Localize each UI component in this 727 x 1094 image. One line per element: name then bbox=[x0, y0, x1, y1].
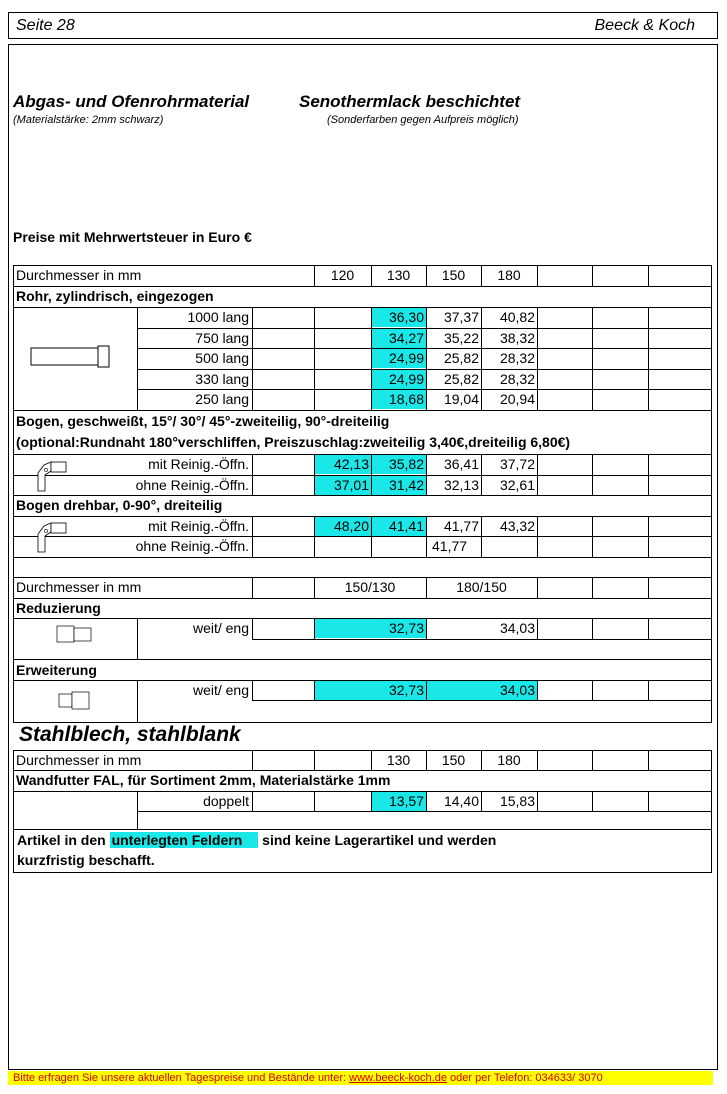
diameter-180: 180 bbox=[497, 752, 521, 768]
rule bbox=[648, 791, 649, 811]
rule bbox=[314, 791, 315, 811]
diameter-150-130: 150/130 bbox=[344, 579, 396, 595]
rule bbox=[592, 577, 593, 598]
price-cell: 34,03 bbox=[427, 681, 537, 700]
rule bbox=[537, 454, 538, 495]
price-cell: 28,32 bbox=[499, 350, 535, 366]
price-note: Preise mit Mehrwertsteuer in Euro € bbox=[13, 229, 252, 245]
rule bbox=[592, 791, 593, 811]
rule bbox=[13, 791, 712, 792]
section-heading-bogen: Bogen, geschweißt, 15°/ 30°/ 45°-zweiteilig, 90°-dreiteilig bbox=[16, 413, 390, 429]
notice-line-1 bbox=[17, 831, 496, 850]
footer-bar bbox=[8, 1071, 713, 1085]
price-cell: 19,04 bbox=[443, 391, 479, 407]
price-cell: 32,13 bbox=[443, 477, 479, 493]
rule bbox=[648, 454, 649, 495]
notice-highlight: unterlegten Feldern bbox=[110, 832, 259, 848]
row-label: weit/ eng bbox=[192, 682, 249, 698]
row-label: mit Reinig.-Öffn. bbox=[148, 456, 249, 472]
diameter-label-2: Durchmesser in mm bbox=[16, 579, 142, 595]
diameter-150: 150 bbox=[441, 267, 466, 283]
rule bbox=[648, 265, 649, 286]
price-cell: 42,13 bbox=[315, 455, 371, 474]
rule bbox=[13, 557, 712, 558]
company-name: Beeck & Koch bbox=[594, 17, 695, 34]
rule bbox=[648, 516, 649, 557]
section-heading-rohr: Rohr, zylindrisch, eingezogen bbox=[16, 288, 214, 304]
diameter-130: 130 bbox=[386, 267, 411, 283]
rule bbox=[252, 750, 253, 770]
price-cell: 41,77 bbox=[432, 538, 468, 554]
price-cell: 36,41 bbox=[443, 456, 479, 472]
price-cell: 24,99 bbox=[372, 370, 426, 389]
rule bbox=[252, 454, 253, 495]
rule bbox=[252, 516, 253, 557]
rule bbox=[537, 265, 538, 286]
price-cell: 31,42 bbox=[372, 476, 426, 495]
rule bbox=[648, 680, 649, 701]
rule bbox=[592, 680, 593, 701]
price-cell: 41,41 bbox=[372, 517, 426, 536]
rule bbox=[13, 829, 712, 830]
rule bbox=[648, 577, 649, 598]
rule bbox=[252, 680, 253, 701]
price-cell: 18,68 bbox=[372, 390, 426, 409]
rule bbox=[537, 307, 538, 410]
rule bbox=[252, 791, 253, 811]
price-cell: 13,57 bbox=[372, 792, 426, 811]
diameter-130: 130 bbox=[386, 752, 411, 768]
row-label: 750 lang bbox=[195, 330, 249, 346]
price-cell: 25,82 bbox=[443, 371, 479, 387]
rule bbox=[592, 454, 593, 495]
diameter-180: 180 bbox=[497, 267, 521, 283]
row-label: 1000 lang bbox=[187, 309, 249, 325]
rule bbox=[252, 577, 253, 598]
price-cell: 48,20 bbox=[315, 517, 371, 536]
price-cell: 20,94 bbox=[499, 391, 535, 407]
rule bbox=[648, 750, 649, 770]
rule bbox=[13, 872, 712, 873]
rule bbox=[592, 750, 593, 770]
price-cell: 34,03 bbox=[499, 620, 535, 636]
row-label: 500 lang bbox=[195, 350, 249, 366]
page-number: Seite 28 bbox=[16, 17, 75, 34]
diameter-label: Durchmesser in mm bbox=[16, 267, 142, 283]
color-note: (Sonderfarben gegen Aufpreis möglich) bbox=[327, 114, 519, 126]
diameter-label-3: Durchmesser in mm bbox=[16, 752, 142, 768]
price-cell: 14,40 bbox=[443, 793, 479, 809]
rule bbox=[537, 577, 538, 598]
rule bbox=[592, 618, 593, 639]
rule bbox=[252, 307, 253, 410]
rule bbox=[592, 265, 593, 286]
footer-text: Bitte erfragen Sie unsere aktuellen Tagespreise und Bestände unter: bbox=[13, 1072, 350, 1084]
rule bbox=[592, 307, 593, 410]
rule bbox=[648, 307, 649, 410]
rule bbox=[137, 811, 712, 812]
price-cell: 25,82 bbox=[443, 350, 479, 366]
price-cell: 32,73 bbox=[315, 681, 426, 700]
rule bbox=[537, 516, 538, 557]
rule bbox=[13, 307, 712, 308]
section-heading-bogen-drehbar: Bogen drehbar, 0-90°, dreiteilig bbox=[16, 497, 223, 513]
notice-text: sind keine Lagerartikel und werden bbox=[262, 832, 497, 848]
row-label: ohne Reinig.-Öffn. bbox=[135, 538, 249, 554]
website-link[interactable]: www.beeck-koch.de bbox=[349, 1072, 447, 1084]
rule bbox=[537, 750, 538, 770]
notice-text: Artikel in den bbox=[17, 832, 106, 848]
rule bbox=[648, 618, 649, 639]
section-title-stahlblech: Stahlblech, stahlblank bbox=[19, 723, 241, 746]
price-cell: 40,82 bbox=[499, 309, 535, 325]
rule bbox=[537, 618, 538, 639]
rule bbox=[13, 659, 712, 660]
rule bbox=[592, 516, 593, 557]
price-cell: 36,30 bbox=[372, 308, 426, 327]
page-header bbox=[8, 12, 718, 39]
expander-icon bbox=[58, 691, 92, 711]
diameter-150: 150 bbox=[441, 752, 466, 768]
price-cell: 43,32 bbox=[499, 518, 535, 534]
price-cell: 37,01 bbox=[315, 476, 371, 495]
notice-line-2: kurzfristig beschafft. bbox=[17, 852, 155, 868]
price-cell: 32,61 bbox=[499, 477, 535, 493]
row-label: mit Reinig.-Öffn. bbox=[148, 518, 249, 534]
row-label: 330 lang bbox=[195, 371, 249, 387]
price-cell: 35,82 bbox=[372, 455, 426, 474]
title-main-1: Abgas- und Ofenrohrmaterial bbox=[13, 92, 250, 111]
price-cell: 35,22 bbox=[443, 330, 479, 346]
rule bbox=[13, 410, 712, 411]
price-cell: 41,77 bbox=[443, 518, 479, 534]
section-heading-wandfutter: Wandfutter FAL, für Sortiment 2mm, Materialstärke 1mm bbox=[16, 772, 391, 788]
price-cell: 37,72 bbox=[499, 456, 535, 472]
rule bbox=[537, 680, 538, 701]
section-heading-reduzierung: Reduzierung bbox=[16, 600, 101, 616]
diameter-120: 120 bbox=[330, 267, 355, 283]
footer-text: oder per Telefon: 034633/ 3070 bbox=[446, 1072, 603, 1084]
section-note-bogen: (optional:Rundnaht 180°verschliffen, Preiszuschlag:zweiteilig 3,40€,dreiteilig 6,80€) bbox=[16, 434, 571, 450]
rule bbox=[13, 598, 712, 599]
title-main-2: Senothermlack beschichtet bbox=[299, 92, 521, 111]
section-heading-erweiterung: Erweiterung bbox=[16, 662, 97, 678]
row-label: 250 lang bbox=[195, 391, 249, 407]
price-cell: 24,99 bbox=[372, 349, 426, 368]
row-label: weit/ eng bbox=[192, 620, 249, 636]
material-note: (Materialstärke: 2mm schwarz) bbox=[13, 114, 164, 126]
pipe-icon bbox=[30, 345, 112, 369]
row-label: ohne Reinig.-Öffn. bbox=[135, 477, 249, 493]
row-label: doppelt bbox=[203, 793, 249, 809]
price-cell: 28,32 bbox=[499, 371, 535, 387]
rule bbox=[252, 618, 253, 639]
reducer-icon bbox=[56, 625, 94, 643]
price-cell: 34,27 bbox=[372, 329, 426, 348]
rule bbox=[252, 700, 712, 701]
price-cell: 32,73 bbox=[315, 619, 426, 638]
page-title bbox=[13, 92, 521, 112]
price-cell: 15,83 bbox=[499, 793, 535, 809]
price-cell: 37,37 bbox=[443, 309, 479, 325]
price-cell: 38,32 bbox=[499, 330, 535, 346]
diameter-180-150: 180/150 bbox=[456, 579, 507, 595]
rule bbox=[314, 307, 315, 410]
rule bbox=[314, 750, 315, 770]
rule bbox=[537, 791, 538, 811]
rule bbox=[252, 639, 712, 640]
